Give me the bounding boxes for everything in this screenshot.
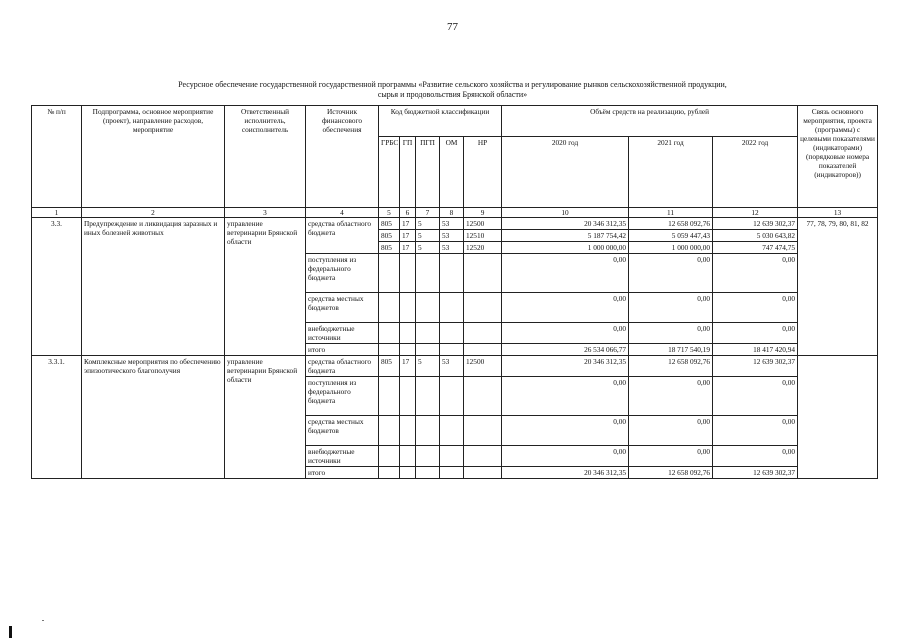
header-nr: НР [464, 137, 502, 208]
table-row [32, 356, 878, 377]
column-number: 13 [798, 208, 878, 218]
amount-2020: 1 000 000,00 [502, 242, 629, 254]
amount-2021: 0,00 [629, 446, 713, 467]
column-number: 12 [713, 208, 798, 218]
indicator-numbers: 77, 78, 79, 80, 81, 82 [798, 218, 878, 356]
amount-2021: 0,00 [629, 293, 713, 323]
amount-2021: 12 658 092,76 [629, 356, 713, 377]
amount-2020: 5 187 754,42 [502, 230, 629, 242]
amount-2020: 20 346 312,35 [502, 356, 629, 377]
row-number: 3.3. [32, 218, 82, 356]
code-gp: 17 [400, 218, 416, 230]
header-executor: Ответственный исполнитель, соисполнитель [225, 106, 306, 208]
code-om: 53 [440, 242, 464, 254]
header-subprogram: Подпрограмма, основное мероприятие (проект), направление расходов, мероприятие [82, 106, 225, 208]
amount-2022: 12 639 302,37 [713, 356, 798, 377]
amount-2020: 20 346 312,35 [502, 218, 629, 230]
header-2020: 2020 год [502, 137, 629, 208]
scan-mark [9, 626, 12, 638]
column-number: 8 [440, 208, 464, 218]
amount-2020: 0,00 [502, 416, 629, 446]
total-2022: 12 639 302,37 [713, 467, 798, 479]
code-grbs: 805 [379, 218, 400, 230]
amount-2020: 0,00 [502, 446, 629, 467]
amount-2020: 0,00 [502, 254, 629, 293]
funding-source-total: итого [306, 467, 379, 479]
column-number: 1 [32, 208, 82, 218]
column-number: 9 [464, 208, 502, 218]
amount-2020: 0,00 [502, 293, 629, 323]
column-number: 5 [379, 208, 400, 218]
measure-name: Комплексные мероприятия по обеспечению эпизоотического благополучия [82, 356, 225, 479]
code-gp: 17 [400, 356, 416, 377]
funding-source: поступления из федерального бюджета [306, 254, 379, 293]
header-link: Связь основного мероприятия, проекта (программы) с целевыми показателями (индикаторами) (порядковые номера показателей (индикаторов)) [798, 106, 878, 208]
amount-2021: 0,00 [629, 416, 713, 446]
total-2021: 12 658 092,76 [629, 467, 713, 479]
amount-2022: 0,00 [713, 254, 798, 293]
header-om: ОМ [440, 137, 464, 208]
amount-2022: 5 030 643,82 [713, 230, 798, 242]
header-2022: 2022 год [713, 137, 798, 208]
heading-line-2: сырья и продовольствия Брянской области» [377, 90, 528, 99]
code-om: 53 [440, 356, 464, 377]
amount-2021: 0,00 [629, 377, 713, 416]
page-number: 77 [447, 21, 458, 33]
amount-2022: 0,00 [713, 446, 798, 467]
executor: управление ветеринарии Брянской области [225, 218, 306, 356]
total-2022: 18 417 420,94 [713, 344, 798, 356]
header-grbs: ГРБС [379, 137, 400, 208]
code-grbs: 805 [379, 242, 400, 254]
code-gp: 17 [400, 230, 416, 242]
amount-2022: 12 639 302,37 [713, 218, 798, 230]
header-source: Источник финансового обеспечения [306, 106, 379, 208]
block-3-3-1 [32, 356, 878, 479]
code-pgp: 5 [416, 242, 440, 254]
funding-source: средства областного бюджета [306, 218, 379, 254]
amount-2022: 0,00 [713, 416, 798, 446]
header-gp: ГП [400, 137, 416, 208]
amount-2021: 0,00 [629, 323, 713, 344]
funding-source: средства областного бюджета [306, 356, 379, 377]
resource-table [31, 105, 878, 479]
header-num: № п/п [32, 106, 82, 208]
amount-2022: 0,00 [713, 377, 798, 416]
executor: управление ветеринарии Брянской области [225, 356, 306, 479]
amount-2022: 0,00 [713, 293, 798, 323]
column-number: 2 [82, 208, 225, 218]
block-3-3 [32, 218, 878, 356]
funding-source: поступления из федерального бюджета [306, 377, 379, 416]
code-nr: 12510 [464, 230, 502, 242]
column-number: 4 [306, 208, 379, 218]
document-heading [30, 80, 875, 100]
amount-2021: 1 000 000,00 [629, 242, 713, 254]
funding-source: средства местных бюджетов [306, 416, 379, 446]
header-funding: Объём средств на реализацию, рублей [502, 106, 798, 137]
scan-speck [42, 620, 44, 621]
code-pgp: 5 [416, 218, 440, 230]
table-row [32, 218, 878, 230]
code-pgp: 5 [416, 356, 440, 377]
code-nr: 12520 [464, 242, 502, 254]
header-2021: 2021 год [629, 137, 713, 208]
amount-2021: 12 658 092,76 [629, 218, 713, 230]
column-number: 3 [225, 208, 306, 218]
indicator-numbers [798, 356, 878, 479]
amount-2020: 0,00 [502, 377, 629, 416]
column-number: 7 [416, 208, 440, 218]
code-gp: 17 [400, 242, 416, 254]
total-2020: 20 346 312,35 [502, 467, 629, 479]
amount-2020: 0,00 [502, 323, 629, 344]
total-2020: 26 534 066,77 [502, 344, 629, 356]
column-number: 11 [629, 208, 713, 218]
code-grbs: 805 [379, 230, 400, 242]
measure-name: Предупреждение и ликвидация заразных и иных болезней животных [82, 218, 225, 356]
funding-source-total: итого [306, 344, 379, 356]
header-pgp: ПГП [416, 137, 440, 208]
total-2021: 18 717 540,19 [629, 344, 713, 356]
column-number: 6 [400, 208, 416, 218]
code-nr: 12500 [464, 218, 502, 230]
code-nr: 12500 [464, 356, 502, 377]
amount-2022: 747 474,75 [713, 242, 798, 254]
code-om: 53 [440, 218, 464, 230]
column-number: 10 [502, 208, 629, 218]
code-om: 53 [440, 230, 464, 242]
row-number: 3.3.1. [32, 356, 82, 479]
funding-source: внебюджетные источники [306, 446, 379, 467]
funding-source: внебюджетные источники [306, 323, 379, 344]
heading-line-1: Ресурсное обеспечение государственной государственной программы «Развитие сельского хозяйства и регулирование рынков сельскохозяйственной продукции, [178, 80, 727, 89]
column-number-row [32, 208, 878, 218]
funding-source: средства местных бюджетов [306, 293, 379, 323]
amount-2021: 5 059 447,43 [629, 230, 713, 242]
code-grbs: 805 [379, 356, 400, 377]
amount-2021: 0,00 [629, 254, 713, 293]
code-pgp: 5 [416, 230, 440, 242]
header-budget-code: Код бюджетной классификации [379, 106, 502, 137]
amount-2022: 0,00 [713, 323, 798, 344]
